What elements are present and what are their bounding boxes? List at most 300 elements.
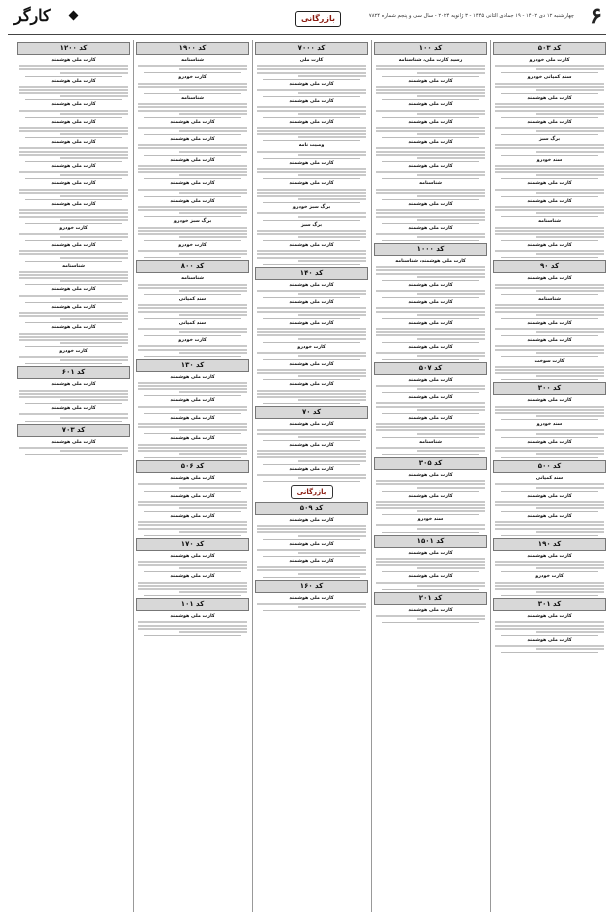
inline-logo: بازرگانی [291, 485, 333, 499]
ad-text-line [495, 372, 604, 374]
ad-text-line [536, 531, 604, 533]
ad-divider [501, 571, 598, 572]
ad-text-line [257, 72, 366, 74]
ad-divider [382, 413, 479, 414]
ad-text-line [60, 399, 128, 401]
ad-text-line [257, 390, 366, 392]
ad-text-line [495, 345, 604, 347]
ad-text-line [257, 195, 366, 197]
ad-divider [144, 72, 241, 73]
ad-divider [263, 342, 360, 343]
ad-title: کارت سوخت [534, 358, 565, 364]
ad-text-line [179, 236, 247, 238]
ad-text-line [179, 212, 247, 214]
ad-text-line [138, 284, 247, 286]
ad-title: کارت ملی هوشمند [408, 282, 453, 288]
ad-divider [263, 379, 360, 380]
ad-text-line [298, 236, 366, 238]
ad-title: کارت ملی هوشمند [289, 320, 334, 326]
code-band: کد ۵۰۷ [374, 362, 487, 375]
ad-title: کارت ملی هوشمند [408, 395, 453, 401]
ad-text-line [376, 171, 485, 173]
ad-divider [382, 76, 479, 77]
ad-text-line [536, 415, 604, 417]
ad-title: شناسنامه [181, 58, 204, 63]
ad-divider [501, 134, 598, 135]
ad-divider [382, 99, 479, 100]
ad-divider [382, 454, 479, 455]
ad-text-line [417, 314, 485, 316]
ads-column [374, 40, 487, 912]
ad-text-line [138, 382, 247, 384]
ad-divider [501, 511, 598, 512]
ad-title: کارت خودرو [178, 75, 207, 81]
ad-text-line [376, 130, 485, 132]
ad-divider [144, 413, 241, 414]
ad-text-line [138, 521, 247, 523]
ad-text-line [60, 257, 128, 259]
ad-divider [501, 178, 598, 179]
ad-text-line [257, 331, 366, 333]
ad-text-line [138, 628, 247, 630]
ad-text-line [19, 89, 128, 91]
ad-divider [25, 403, 122, 404]
ad-title: کارت ملی هوشمند [527, 198, 572, 204]
ad-divider [501, 652, 598, 653]
ad-text-line [19, 390, 128, 392]
code-band: کد ۱۳۰ [136, 359, 249, 372]
ad-text-line [495, 147, 604, 149]
ad-text-line [19, 68, 128, 70]
ad-text-line [179, 151, 247, 153]
ad-divider [501, 257, 598, 258]
ad-text-line [257, 393, 366, 395]
ad-text-line [298, 174, 366, 176]
ad-divider [382, 622, 479, 623]
ad-divider [382, 491, 479, 492]
ads-column [136, 40, 249, 912]
ad-text-line [257, 130, 366, 132]
ad-text-line [257, 171, 366, 173]
center-logo: بازرگانی [295, 11, 341, 27]
ad-divider [501, 216, 598, 217]
ad-text-line [417, 219, 485, 221]
ad-divider [382, 359, 479, 360]
code-band: کد ۱۶۰ [255, 580, 368, 593]
ad-divider [144, 178, 241, 179]
brand-logo: کارگر [14, 6, 51, 25]
ad-text-line [417, 236, 485, 238]
ad-text-line [179, 453, 247, 455]
ad-text-line [417, 195, 485, 197]
ad-text-line [298, 399, 366, 401]
ad-text-line [376, 561, 485, 563]
ad-divider [382, 342, 479, 343]
ad-text-line [257, 528, 366, 530]
ad-title: کارت ملی هوشمند [170, 493, 215, 499]
ad-text-line [495, 483, 604, 485]
ad-title: سند خودرو [536, 422, 563, 428]
ad-text-line [257, 168, 366, 170]
ad-text-line [179, 507, 247, 509]
ad-text-line [495, 450, 604, 452]
ad-text-line [60, 342, 128, 344]
ad-title: کارت خودرو [297, 344, 326, 350]
ad-text-line [19, 339, 128, 341]
ad-text-line [138, 625, 247, 627]
ad-title: برگ سبز خودرو [173, 219, 212, 225]
code-band: کد ۱۰۱ [136, 598, 249, 611]
ad-title: کارت ملی هوشمند [408, 300, 453, 306]
ad-text-line [138, 106, 247, 108]
ad-text-line [257, 334, 366, 336]
ad-text-line [417, 355, 485, 357]
ad-text-line [417, 133, 485, 135]
ad-text-line [19, 154, 128, 156]
ad-text-line [495, 429, 604, 431]
ad-divider [25, 454, 122, 455]
ad-title: شناسنامه [181, 95, 204, 101]
ad-title: کارت ملی هوشمند [527, 320, 572, 326]
ad-text-line [257, 110, 366, 112]
ad-divider [25, 240, 122, 241]
ad-divider [144, 155, 241, 156]
ad-title: سند خودرو [417, 517, 444, 523]
ad-text-line [60, 318, 128, 320]
ad-divider [501, 240, 598, 241]
ad-title: کارت ملی هوشمند [51, 382, 96, 388]
ad-text-line [60, 133, 128, 135]
ad-text-line [376, 189, 485, 191]
ad-title: کارت ملی هوشمند [170, 553, 215, 559]
ad-divider [382, 437, 479, 438]
ad-text-line [298, 375, 366, 377]
ad-divider [144, 635, 241, 636]
ad-text-line [19, 277, 128, 279]
ad-divider [25, 261, 122, 262]
ad-text-line [536, 290, 604, 292]
ad-text-line [417, 293, 485, 295]
ad-text-line [60, 113, 128, 115]
ad-text-line [298, 198, 366, 200]
ad-title: کارت ملی هوشمند [527, 243, 572, 249]
ad-text-line [138, 426, 247, 428]
ad-title: کارت ملی هوشمند [170, 574, 215, 580]
ad-divider [263, 297, 360, 298]
ad-text-line [495, 521, 604, 523]
ad-title: کارت خودرو [59, 349, 88, 355]
ad-text-line [138, 447, 247, 449]
ad-text-line [536, 151, 604, 153]
ad-text-line [536, 174, 604, 176]
ad-text-line [495, 106, 604, 108]
ad-text-line [179, 192, 247, 194]
ad-title: کارت ملی هوشمند [289, 442, 334, 448]
ad-text-line [19, 147, 128, 149]
code-band: کد ۱۵۰۱ [374, 535, 487, 548]
ad-divider [144, 535, 241, 536]
ad-text-line [257, 127, 366, 129]
ad-title: کارت ملی هوشمند [51, 140, 96, 146]
ad-text-line [138, 147, 247, 149]
ad-title: کارت ملی هوشمند [527, 276, 572, 282]
ad-text-line [376, 328, 485, 330]
ad-text-line [536, 453, 604, 455]
ad-title: کارت ملی هوشمند [408, 201, 453, 207]
ad-text-line [298, 75, 366, 77]
ad-text-line [19, 171, 128, 173]
ad-title: کارت ملی هوشمند [527, 439, 572, 445]
ad-text-line [19, 151, 128, 153]
ad-text-line [417, 338, 485, 340]
ad-text-line [138, 345, 247, 347]
ad-text-line [179, 89, 247, 91]
ad-text-line [138, 444, 247, 446]
ad-divider [501, 635, 598, 636]
ad-title: برگ سبز [538, 137, 561, 143]
ad-text-line [138, 165, 247, 167]
ad-text-line [19, 209, 128, 211]
ad-divider [501, 595, 598, 596]
ad-divider [382, 532, 479, 533]
masthead [8, 4, 606, 35]
ad-divider [263, 610, 360, 611]
ad-text-line [179, 487, 247, 489]
ad-text-line [376, 92, 485, 94]
ad-text-line [138, 83, 247, 85]
ad-text-line [19, 315, 128, 317]
ad-divider [25, 322, 122, 323]
ad-divider [382, 571, 479, 572]
ad-text-line [19, 271, 128, 273]
ad-text-line [376, 147, 485, 149]
ad-text-line [495, 206, 604, 208]
ad-title: کارت ملی هوشمند [408, 344, 453, 350]
ad-text-line [179, 290, 247, 292]
ad-text-line [417, 113, 485, 115]
ad-text-line [19, 274, 128, 276]
ad-text-line [19, 212, 128, 214]
ad-title: وصیت نامه [298, 143, 325, 149]
ad-divider [263, 539, 360, 540]
ad-text-line [298, 477, 366, 479]
ad-title: کارت ملی هوشمند [408, 164, 453, 169]
ad-title: کارت ملی هوشمند [51, 181, 96, 187]
ad-divider [501, 535, 598, 536]
ad-text-line [179, 253, 247, 255]
code-band: کد ۱۰۰ [374, 42, 487, 55]
code-band: کد ۱۲۰۰ [17, 42, 130, 55]
ad-title: کارت ملی هوشمند [289, 382, 334, 388]
ad-text-line [138, 171, 247, 173]
ad-text-line [298, 606, 366, 608]
ad-text-line [60, 359, 128, 361]
ad-text-line [138, 450, 247, 452]
ad-text-line [138, 230, 247, 232]
ad-text-line [179, 429, 247, 431]
ad-title: شناسنامه [419, 439, 442, 445]
ad-text-line [495, 86, 604, 88]
ad-text-line [19, 189, 128, 191]
ad-text-line [257, 250, 366, 252]
ad-divider [25, 99, 122, 100]
ad-text-line [376, 68, 485, 70]
ad-text-line [257, 603, 366, 605]
code-band: کد ۱۹۰۰ [136, 42, 249, 55]
ad-text-line [138, 144, 247, 146]
ad-title: کارت ملی هوشمند [408, 320, 453, 326]
ad-text-line [495, 287, 604, 289]
ad-text-line [60, 298, 128, 300]
ad-text-line [257, 531, 366, 533]
ad-title: سند کمپانی [535, 476, 564, 482]
ad-title: شناسنامه [538, 297, 561, 302]
ad-title: کارت ملی هوشمند [527, 493, 572, 499]
ad-text-line [60, 417, 128, 419]
ad-text-line [257, 369, 366, 371]
code-band: کد ۷۰۰۰ [255, 42, 368, 55]
ad-title: کارت ملی هوشمند [51, 78, 96, 84]
ad-title: کارت ملی هوشمند [527, 338, 572, 344]
code-band: کد ۵۰۶ [136, 460, 249, 473]
column-separator [490, 40, 491, 912]
ad-divider [501, 155, 598, 156]
ad-divider [263, 158, 360, 159]
ad-text-line [138, 110, 247, 112]
ad-text-line [138, 304, 247, 306]
ad-text-line [495, 171, 604, 173]
ad-text-line [298, 535, 366, 537]
ad-text-line [495, 230, 604, 232]
ad-text-line [495, 412, 604, 414]
ad-title: کارت ملی هوشمند [408, 140, 453, 146]
ad-divider [144, 356, 241, 357]
ad-divider [25, 161, 122, 162]
ad-text-line [495, 304, 604, 306]
ad-title: کارت ملی [299, 58, 324, 63]
ad-text-line [298, 573, 366, 575]
ad-divider [263, 202, 360, 203]
ad-text-line [138, 65, 247, 67]
ad-text-line [376, 216, 485, 218]
ad-text-line [376, 151, 485, 153]
ad-text-line [257, 429, 366, 431]
ad-text-line [257, 372, 366, 374]
ad-text-line [257, 474, 366, 476]
ad-divider [25, 363, 122, 364]
ad-text-line [138, 86, 247, 88]
ad-text-line [495, 409, 604, 411]
ad-text-line [417, 409, 485, 411]
ad-title: کارت ملی هوشمند [51, 201, 96, 207]
ad-text-line [536, 487, 604, 489]
ad-text-line [376, 269, 485, 271]
ad-text-line [536, 212, 604, 214]
ad-text-line [495, 528, 604, 530]
ad-text-line [257, 450, 366, 452]
code-band: کد ۹۰ [493, 260, 606, 273]
ad-title: کارت ملی هوشمند [51, 102, 96, 108]
ad-text-line [376, 266, 485, 268]
ad-title: کارت ملی هوشمند [170, 374, 215, 380]
ad-text-line [298, 293, 366, 295]
ad-title: کارت خودرو [535, 574, 564, 580]
ad-text-line [376, 352, 485, 354]
ad-divider [144, 595, 241, 596]
ad-title: کارت ملی هوشمند [408, 119, 453, 125]
ad-text-line [298, 355, 366, 357]
ad-text-line [19, 130, 128, 132]
ad-text-line [257, 453, 366, 455]
ad-text-line [60, 219, 128, 221]
ad-text-line [257, 396, 366, 398]
ad-text-line [138, 311, 247, 313]
ad-title: کارت ملی هوشمند [51, 325, 96, 331]
ad-divider [501, 457, 598, 458]
ad-text-line [19, 333, 128, 335]
code-band: کد ۱۴۰ [255, 267, 368, 280]
ad-divider [501, 491, 598, 492]
column-separator [252, 40, 253, 912]
ad-title: کارت ملی هوشمند [408, 102, 453, 108]
ad-text-line [495, 227, 604, 229]
ad-text-line [376, 426, 485, 428]
ad-text-line [536, 253, 604, 255]
ad-text-line [376, 290, 485, 292]
ad-title: شناسنامه [181, 276, 204, 282]
ad-text-line [138, 588, 247, 590]
ad-divider [263, 96, 360, 97]
ad-title: کارت ملی هوشمند [408, 415, 453, 421]
ad-text-line [19, 127, 128, 129]
ad-title: شناسنامه [419, 181, 442, 187]
ad-text-line [257, 307, 366, 309]
ad-text-line [495, 564, 604, 566]
ad-title: کارت ملی هوشمند [527, 514, 572, 520]
ad-divider [263, 464, 360, 465]
ad-text-line [376, 423, 485, 425]
ad-text-line [19, 110, 128, 112]
ad-title: کارت ملی هوشمند [170, 198, 215, 204]
ad-text-line [138, 189, 247, 191]
ad-text-line [495, 585, 604, 587]
ad-text-line [376, 89, 485, 91]
ad-text-line [257, 106, 366, 108]
ad-text-line [179, 314, 247, 316]
ad-title: کارت ملی هوشمند [527, 637, 572, 643]
ad-title: کارت ملی هوشمند [51, 164, 96, 169]
ad-text-line [376, 615, 485, 617]
ad-divider [25, 223, 122, 224]
ad-text-line [536, 433, 604, 435]
ad-text-line [179, 567, 247, 569]
code-band: کد ۸۰۰ [136, 260, 249, 273]
ad-divider [382, 392, 479, 393]
ad-text-line [19, 396, 128, 398]
ad-text-line [376, 582, 485, 584]
ad-text-line [138, 564, 247, 566]
ad-text-line [257, 549, 366, 551]
ad-text-line [179, 174, 247, 176]
ad-divider [501, 318, 598, 319]
ad-title: کارت ملی هوشمند [289, 181, 334, 187]
ad-title: کارت ملی هوشمند [51, 304, 96, 310]
ad-text-line [138, 483, 247, 485]
ad-title: کارت ملی هوشمند [289, 160, 334, 166]
ad-text-line [298, 460, 366, 462]
ad-title: کارت ملی هوشمند [408, 607, 453, 613]
ad-title: کارت ملی هوشمند [170, 436, 215, 442]
